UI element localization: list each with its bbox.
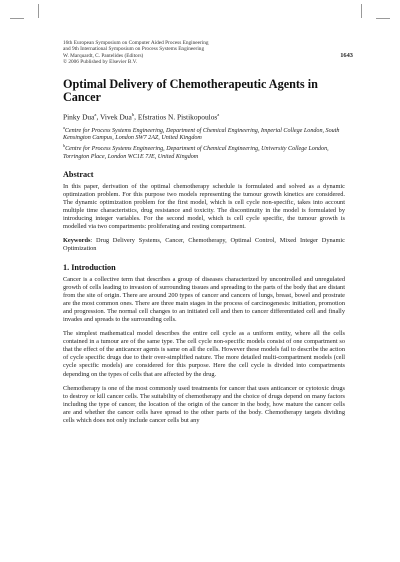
- affiliation: [63, 142, 345, 160]
- crop-mark-top-left: [24, 4, 39, 18]
- affiliation-mark: a: [63, 124, 65, 130]
- keywords: [63, 237, 345, 253]
- affiliation-text: Centre for Process Systems Engineering, Department of Chemical Engineering, Imperial College London, South Kensington Campus, London SW7 2AZ, United Kingdom: [63, 127, 340, 142]
- paragraph: The simplest mathematical model describes the entire cell cycle as a uniform entity, where all the cells contained in a tumour are of the same type. The cell cycle non-specific models consist of one compartment so that the effect of the anticancer agents is same on all the cells. However these models fail to describe the action of cycle specific drugs due to their over-simplified nature. The more detailed multi-compartment models (cell cycle specific models) are considered for this purpose. Here the cell cycle is divided into compartments depending on the types of cells that are affected by the drug.: [63, 330, 345, 378]
- header-line: 16th European Symposium on Computer Aided Process Engineering: [63, 40, 209, 46]
- author-name: Pinky Dua: [63, 112, 95, 122]
- author-affiliation-mark: a: [217, 112, 220, 118]
- abstract-heading: Abstract: [63, 169, 94, 179]
- author-affiliation-mark: a: [94, 112, 97, 118]
- paper-title: Optimal Delivery of Chemotherapeutic Agents in Cancer: [63, 76, 318, 105]
- affiliations: [63, 124, 345, 161]
- affiliation-mark: b: [63, 143, 66, 149]
- author-name: Vivek Dua: [100, 112, 132, 122]
- paragraph: Cancer is a collective term that describes a group of diseases characterized by uncontrolled and unregulated growth of cells leading to invasion of surrounding tissues and spreading to the parts of the body that are distant from the site of origin. There are around 200 types of cancer and cancers of lungs, breast, bowel and prostrate are the most common ones. There are three main stages in the process of carcinogenesis: initiation, promotion and progression. The normal cell changes to an initiated cell and then to cancer differentiated cell and finally invades and spreads to the surrounding cells.: [63, 275, 345, 323]
- section-heading: 1. Introduction: [63, 262, 116, 272]
- affiliation: [63, 124, 345, 142]
- running-header: [63, 40, 353, 66]
- author-list: Pinky Dua$^a$, Vivek Dua$^b$, Efstratios N. Pistikopoulos$^a$: [63, 112, 220, 122]
- crop-mark-top-right-h: [376, 18, 390, 19]
- page-number: 1643: [340, 52, 353, 59]
- abstract-section: [63, 183, 345, 232]
- header-line: W. Marquardt, C. Pantelides (Editors): [63, 52, 144, 59]
- introduction-section: [63, 276, 345, 426]
- author-affiliation-mark: b: [131, 112, 135, 118]
- crop-mark-top-right: [361, 4, 376, 18]
- affiliation-text: Centre for Process Systems Engineering, Department of Chemical Engineering, University College London, Torrington Place, London WC1E 7JE, United Kingdom: [63, 146, 329, 160]
- keywords-label: Keywords: [63, 237, 91, 245]
- header-line: and 9th International Symposium on Process Systems Engineering: [63, 46, 205, 53]
- crop-mark-top-left-h: [10, 18, 24, 19]
- paragraph: Chemotherapy is one of the most commonly used treatments for cancer that uses anticancer or cytotoxic drugs to destroy or kill cancer cells. The suitability of chemotherapy and the choice of drugs depend on many factors including the type of cancer, the location of the origin of the cancer in the body, how mature the cancer cells are and whether the cancer cells have spread to the other parts of the body. Chemotherapy targets dividing cells which does not only include cancer cells but any: [63, 384, 345, 425]
- author-name: Efstratios N. Pistikopoulos: [137, 112, 218, 122]
- header-line: © 2006 Published by Elsevier B.V.: [63, 59, 138, 66]
- keywords-text: : Drug Delivery Systems, Cancer, Chemotherapy, Optimal Control, Mixed Integer Dynamic Optimization: [63, 237, 345, 253]
- abstract-text: In this paper, derivation of the optimal chemotherapy schedule is formulated and solved as a dynamic optimization problem. For this purpose two models representing the tumour growth kinetics are considered. The dynamic optimization problem for the first model, which is cell cycle non-specific, takes into account multiple time characteristics, drug resistance and toxicity. The discontinuity in the model is formulated by introducing integer variables. For the second model, which is cell cycle specific, the tumour growth is modelled via two compartments: proliferating and resting compartment.: [63, 182, 345, 231]
- paper-page: [63, 40, 353, 431]
